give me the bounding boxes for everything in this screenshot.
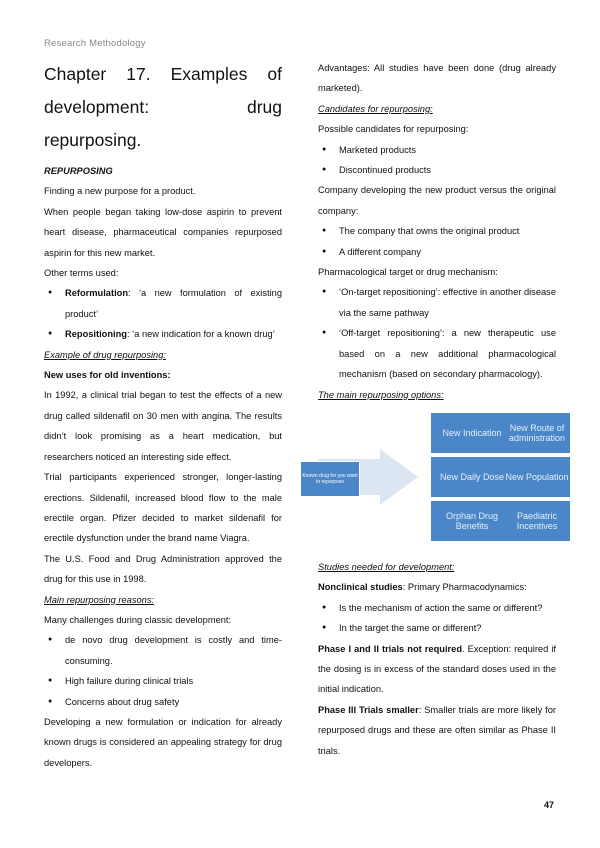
chapter-title [44,58,282,157]
paragraph: Pharmacological target or drug mechanism: [318,267,498,278]
list-item: ● de novo drug development is costly and time-consuming. [44,630,282,671]
nonclinical-list [318,598,556,639]
bold-lead: New uses for old inventions: [44,370,171,381]
option-paediatric: Paediatric Incentives [504,501,570,541]
paragraph: Other terms used: [44,268,119,279]
option-new-population: New Population [504,457,570,497]
paragraph: Finding a new purpose for a product. [44,186,196,197]
list-item: ● Repositioning: ‘a new indication for a known drug’ [44,324,282,344]
list-item: ● Reformulation: ‘a new formulation of existing product’ [44,283,282,324]
option-new-indication: New Indication [431,413,513,453]
list-item: ● In the target the same or different? [318,618,556,638]
subheading: Main repurposing reasons: [44,594,155,605]
paragraph: Many challenges during classic development: [44,614,232,625]
paragraph: Phase I and II trials not required. Exception: required if the dosing is in excess of the standard doses used in the initial indication. [318,643,556,695]
repurposing-options-diagram [302,413,569,543]
section-heading: REPURPOSING [44,166,113,176]
list-item: ● The company that owns the original product [318,221,556,241]
candidates-list [318,140,556,181]
terms-list [44,283,282,344]
subheading: Studies needed for development: [318,561,455,572]
paragraph: Company developing the new product versus the original company: [318,185,556,216]
subheading: Example of drug repurposing: [44,349,166,360]
list-item: ● Is the mechanism of action the same or different? [318,598,556,618]
option-new-daily-dose: New Daily Dose [431,457,513,497]
chapter-title-line2: development: drug repurposing. [44,97,282,150]
paragraph: Advantages: All studies have been done (drug already marketed). [318,63,556,94]
subheading: Candidates for repurposing: [318,103,433,114]
left-column [44,58,282,773]
companies-list [318,221,556,262]
list-item: ● Discontinued products [318,160,556,180]
chapter-title-line1: Chapter 17. Examples of [44,64,282,84]
paragraph: Nonclinical studies: Primary Pharmacodynamics: [318,582,527,593]
list-item: ● Marketed products [318,140,556,160]
subheading: The main repurposing options: [318,389,444,400]
page-number: 47 [544,800,555,810]
paragraph: Trial participants experienced stronger, longer-lasting erections. Sildenafil, increased blood flow to the male erectile organ. Pfizer decided to market sildenafil for erectile dysfunction under the brand name Viagra. [44,472,282,544]
known-drug-box: Known drug for you want to repurpose [300,461,360,497]
mechanisms-list [318,282,556,384]
running-header: Research Methodology [44,38,146,49]
paragraph: Developing a new formulation or indication for already known drugs is considered an appealing strategy for drug developers. [44,716,282,768]
paragraph: Possible candidates for repurposing: [318,124,469,135]
list-item: ● High failure during clinical trials [44,671,282,691]
paragraph: In 1992, a clinical trial began to test the effects of a new drug called sildenafil on 30 men with angina. The results didn’t look promising as a heart medication, but researchers noticed an interesting side effect. [44,390,282,462]
option-new-route: New Route of administration [504,413,570,453]
list-item: ● Concerns about drug safety [44,692,282,712]
list-item: ● ‘On-target repositioning’: effective in another disease via the same pathway [318,282,556,323]
right-column [302,58,569,761]
challenges-list [44,630,282,712]
paragraph: When people began taking low-dose aspirin to prevent heart disease, pharmaceutical companies repurposed aspirin for this new market. [44,206,282,258]
list-item: ● A different company [318,242,556,262]
paragraph: The U.S. Food and Drug Administration approved the drug for this use in 1998. [44,553,282,585]
paragraph: Phase III Trials smaller: Smaller trials are more likely for repurposed drugs and these are often similar as Phase II trials. [318,704,557,756]
option-orphan-drug: Orphan Drug Benefits [431,501,513,541]
list-item: ● ‘Off-target repositioning’: a new therapeutic use based on a new additional pharmacological mechanism (based on secondary pharmacology). [318,323,556,384]
